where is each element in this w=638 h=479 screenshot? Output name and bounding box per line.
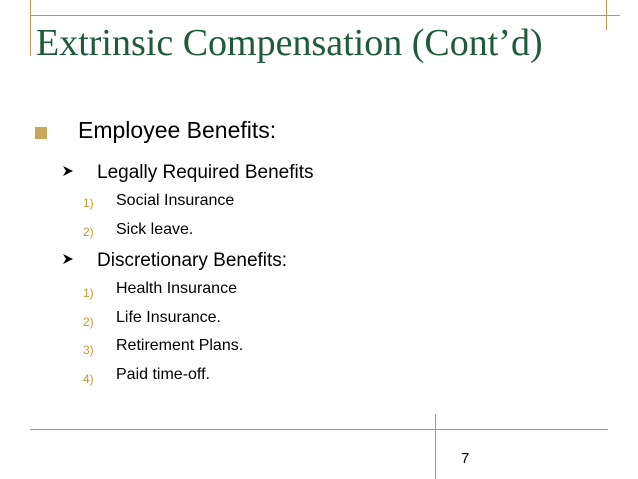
list-item: Retirement Plans. <box>116 337 244 354</box>
slide-title: Extrinsic Compensation (Cont’d) <box>36 22 543 64</box>
list-item: Paid time-off. <box>116 366 210 383</box>
arrow-bullet-icon <box>62 165 74 177</box>
list-item: Social Insurance <box>116 192 235 209</box>
section-heading-discretionary: Discretionary Benefits: <box>97 250 288 271</box>
list-number: 1) <box>83 286 94 300</box>
list-number: 1) <box>83 196 94 210</box>
list-number: 2) <box>83 315 94 329</box>
list-item: Sick leave. <box>116 221 194 238</box>
frame-line-top <box>30 15 620 16</box>
frame-line-bottom <box>30 429 608 430</box>
frame-line-right <box>606 0 607 30</box>
frame-line-left <box>30 0 31 56</box>
frame-line-footer-divider <box>435 414 436 479</box>
page-number: 7 <box>461 450 470 467</box>
list-number: 2) <box>83 225 94 239</box>
list-item: Health Insurance <box>116 280 237 297</box>
list-number: 4) <box>83 372 94 386</box>
arrow-bullet-icon <box>62 253 74 265</box>
main-bullet-text: Employee Benefits: <box>78 117 277 143</box>
list-number: 3) <box>83 343 94 357</box>
square-bullet-icon <box>35 127 47 139</box>
list-item: Life Insurance. <box>116 309 221 326</box>
section-heading-legally-required: Legally Required Benefits <box>97 162 314 183</box>
